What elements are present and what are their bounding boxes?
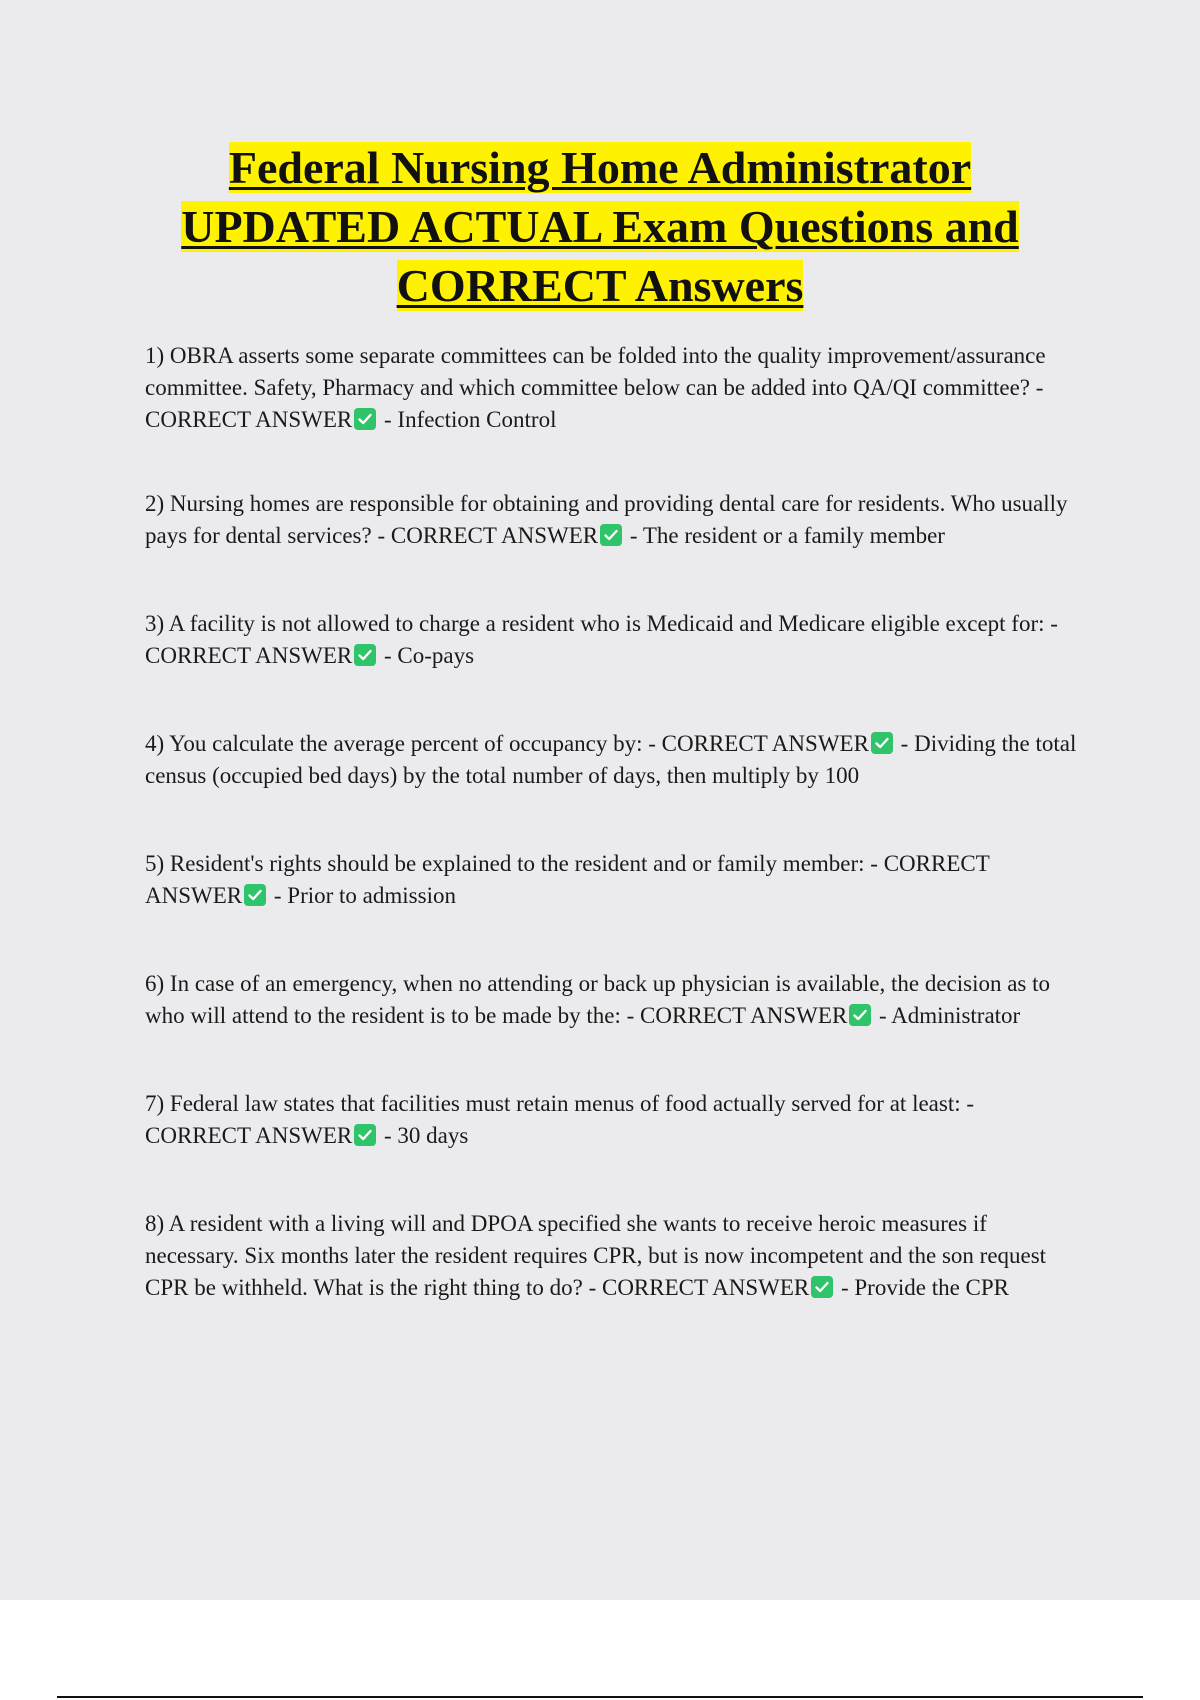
answer-text: - Prior to admission: [273, 883, 456, 908]
answer-text: - 30 days: [384, 1123, 469, 1148]
question-text: A resident with a living will and DPOA specified she wants to receive heroic measures if necessary. Six months later the resident requires CPR, but is now incompetent and the son request CPR be withheld. What is the right thing to do? -: [145, 1211, 1047, 1300]
question-item: [145, 968, 1080, 1032]
question-text: OBRA asserts some separate committees can be folded into the quality improvement/assurance committee. Safety, Pharmacy and which committee below can be added into QA/QI committee? -: [145, 343, 1046, 400]
question-item: [145, 488, 1080, 552]
question-number: 5): [145, 851, 165, 876]
title-line-1: Federal Nursing Home Administrator: [228, 142, 972, 193]
check-mark-icon: [600, 524, 622, 546]
question-item: [145, 1208, 1080, 1304]
answer-label: CORRECT ANSWER: [145, 851, 990, 908]
check-mark-icon: [354, 408, 376, 430]
answer-label: CORRECT ANSWER: [145, 407, 353, 432]
check-mark-icon: [811, 1276, 833, 1298]
answer-label: CORRECT ANSWER: [390, 523, 599, 548]
question-item: [145, 728, 1080, 792]
document-title: [100, 138, 1100, 315]
question-number: 1): [145, 343, 165, 368]
question-text: You calculate the average percent of occupancy by: -: [169, 731, 656, 756]
question-number: 2): [145, 491, 165, 516]
question-text: Nursing homes are responsible for obtaining and providing dental care for residents. Who usually pays for dental services? -: [145, 491, 1068, 548]
check-mark-icon: [354, 1124, 376, 1146]
check-mark-icon: [871, 732, 893, 754]
answer-text: - Co-pays: [384, 643, 475, 668]
question-number: 3): [145, 611, 165, 636]
title-line-3: CORRECT Answers: [396, 260, 804, 311]
question-text: Federal law states that facilities must retain menus of food actually served for at least: -: [169, 1091, 975, 1116]
footer-divider: [57, 1696, 1143, 1698]
question-number: 7): [145, 1091, 165, 1116]
answer-text: - Dividing the total census (occupied bed days) by the total number of days, then multiply by 100: [145, 731, 1077, 788]
question-text: In case of an emergency, when no attending or back up physician is available, the decision as to who will attend to the resident is to be made by the: -: [145, 971, 1051, 1028]
answer-label: CORRECT ANSWER: [145, 1123, 353, 1148]
check-mark-icon: [354, 644, 376, 666]
answer-label: CORRECT ANSWER: [145, 643, 353, 668]
question-item: [145, 848, 1080, 912]
answer-text: - The resident or a family member: [629, 523, 945, 548]
answer-text: - Infection Control: [384, 407, 557, 432]
question-text: A facility is not allowed to charge a resident who is Medicaid and Medicare eligible except for: -: [168, 611, 1058, 636]
question-item: [145, 1088, 1080, 1152]
check-mark-icon: [244, 884, 266, 906]
title-line-2: UPDATED ACTUAL Exam Questions and: [181, 201, 1019, 252]
question-item: [145, 608, 1080, 672]
answer-text: - Provide the CPR: [840, 1275, 1010, 1300]
question-number: 4): [145, 731, 165, 756]
question-number: 8): [145, 1211, 165, 1236]
answer-label: CORRECT ANSWER: [601, 1275, 810, 1300]
question-number: 6): [145, 971, 165, 996]
question-text: Resident's rights should be explained to the resident and or family member: -: [169, 851, 878, 876]
answer-label: CORRECT ANSWER: [640, 1003, 848, 1028]
answer-text: - Administrator: [879, 1003, 1021, 1028]
question-list: [145, 340, 1080, 1304]
answer-label: CORRECT ANSWER: [661, 731, 869, 756]
question-item: [145, 340, 1080, 436]
check-mark-icon: [849, 1004, 871, 1026]
